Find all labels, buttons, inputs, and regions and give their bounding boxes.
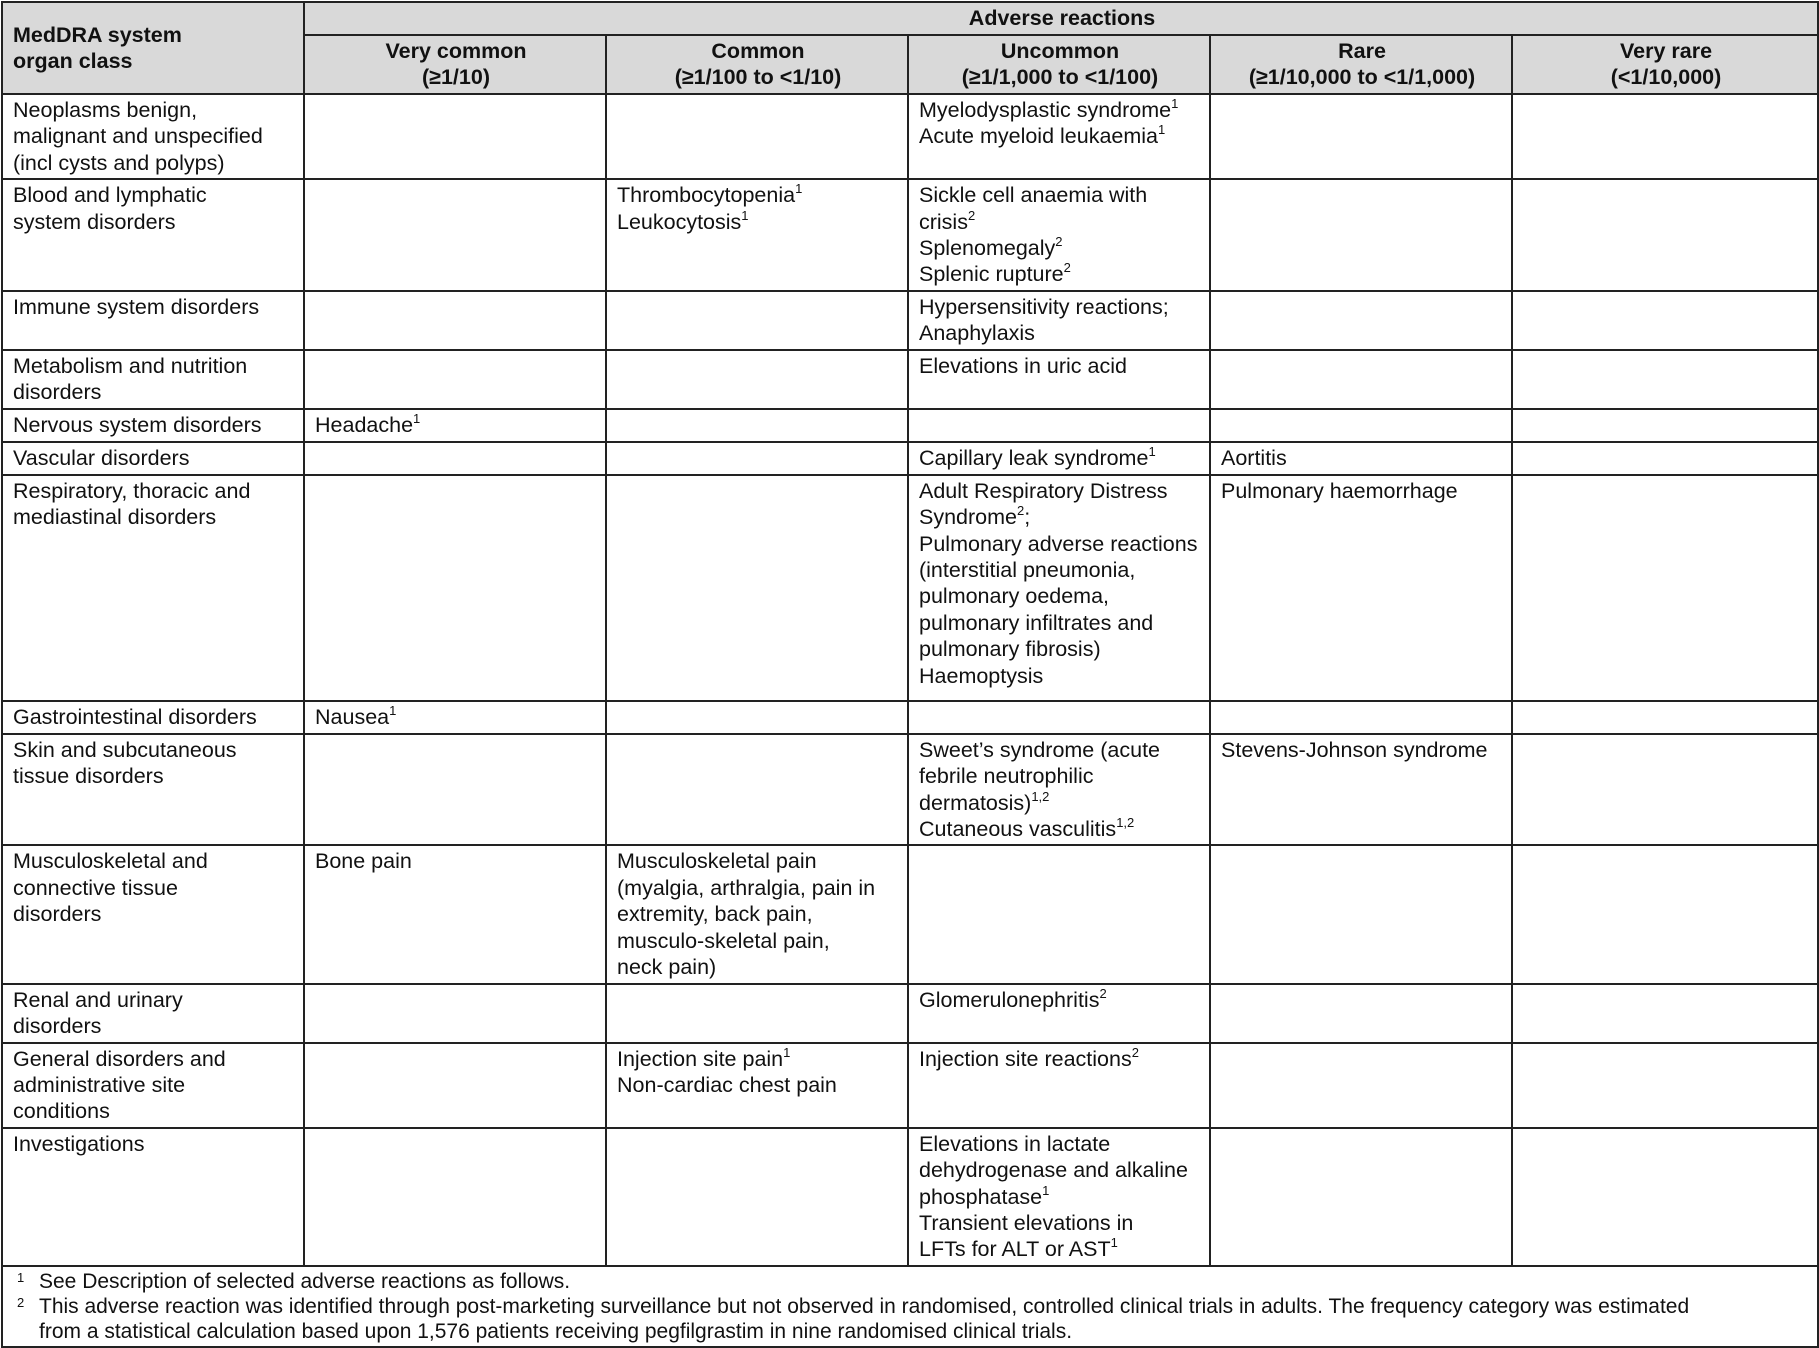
reaction-text: (interstitial pneumonia,	[919, 558, 1136, 583]
reaction-text: musculo-skeletal pain,	[617, 928, 830, 953]
reaction-text: Acute myeloid leukaemia	[919, 124, 1159, 149]
reaction-cell	[304, 1128, 606, 1266]
reaction-cell	[908, 409, 1210, 442]
reaction-cell	[304, 291, 606, 350]
reaction-cell	[1512, 291, 1818, 350]
reaction-cell	[1512, 984, 1818, 1043]
reaction-cell	[1210, 350, 1512, 409]
adverse-reactions-table-container	[1, 1, 1817, 1348]
soc-header-line: MedDRA system	[13, 22, 182, 47]
reaction-cell	[304, 845, 606, 983]
reaction-text: Pulmonary adverse reactions	[919, 531, 1198, 556]
frequency-name: Very rare	[1619, 39, 1713, 63]
reaction-line	[919, 790, 1201, 816]
soc-cell	[2, 1128, 304, 1266]
soc-label-line: tissue disorders	[13, 764, 164, 789]
soc-label-line: Investigations	[13, 1131, 145, 1156]
reaction-line	[315, 848, 597, 874]
reaction-text: Aortitis	[1221, 445, 1287, 470]
reaction-cell	[1512, 734, 1818, 846]
footnote-text	[39, 1294, 1809, 1344]
reaction-line	[617, 1072, 899, 1098]
reaction-cell	[606, 409, 908, 442]
reaction-cell	[908, 350, 1210, 409]
reaction-cell	[1512, 94, 1818, 179]
reaction-text: Bone pain	[315, 849, 412, 874]
reaction-cell	[1512, 179, 1818, 291]
reaction-cell	[1512, 845, 1818, 983]
reaction-cell	[908, 442, 1210, 475]
soc-label-line: system disorders	[13, 209, 176, 234]
frequency-range: (≥1/10,000 to <1/1,000)	[1248, 65, 1476, 90]
footnote-ref: 1	[783, 1044, 791, 1060]
reaction-line	[919, 478, 1201, 504]
frequency-name: Uncommon	[1000, 39, 1120, 63]
reaction-line	[919, 636, 1201, 662]
reaction-text: Cutaneous vasculitis	[919, 817, 1117, 842]
reaction-text: Elevations in lactate	[919, 1131, 1111, 1156]
reaction-cell	[1512, 701, 1818, 734]
reaction-line	[617, 901, 899, 927]
reaction-line	[919, 504, 1201, 530]
footnote-ref: 1	[1171, 96, 1179, 111]
reaction-line	[919, 583, 1201, 609]
reaction-line	[919, 261, 1201, 287]
soc-label-line: Respiratory, thoracic and	[13, 478, 251, 503]
reaction-cell	[304, 442, 606, 475]
table-row	[2, 845, 1818, 983]
footnote-ref: 1	[741, 207, 749, 223]
reaction-line	[919, 737, 1201, 763]
footnote-ref: 2	[1017, 503, 1025, 519]
footnote-line: See Description of selected adverse reactions as follows.	[39, 1269, 571, 1293]
reaction-text: pulmonary fibrosis)	[919, 637, 1101, 662]
reaction-line	[617, 928, 899, 954]
reaction-line	[919, 1157, 1201, 1183]
reaction-line	[919, 987, 1201, 1013]
reaction-cell	[304, 409, 606, 442]
reaction-text: crisis	[919, 209, 968, 234]
footnotes	[2, 1266, 1818, 1347]
footnote-ref: 2	[1131, 1044, 1139, 1060]
soc-label-line: Blood and lymphatic	[13, 183, 207, 208]
reaction-line	[919, 235, 1201, 261]
reaction-line	[919, 320, 1201, 346]
reaction-text: Thrombocytopenia	[617, 183, 796, 208]
reaction-cell	[908, 179, 1210, 291]
reaction-cell	[908, 291, 1210, 350]
reaction-text: Stevens-Johnson syndrome	[1221, 737, 1488, 762]
reaction-line	[617, 1046, 899, 1072]
soc-label-line: Nervous system disorders	[13, 412, 262, 437]
reaction-text: Sweet’s syndrome (acute	[919, 737, 1160, 762]
reaction-cell	[1512, 475, 1818, 701]
reaction-line	[315, 704, 597, 730]
soc-label-line: (incl cysts and polyps)	[13, 150, 225, 175]
footnote-line: This adverse reaction was identified through post-marketing surveillance but not observed in randomised, controlled clinical trials in adults. The frequency category was estimated	[39, 1294, 1690, 1318]
reaction-cell	[304, 1043, 606, 1128]
reaction-text: pulmonary oedema,	[919, 584, 1110, 609]
reaction-text: LFTs for ALT or AST	[919, 1237, 1111, 1262]
reaction-line	[1221, 478, 1503, 504]
soc-cell	[2, 442, 304, 475]
frequency-range: (<1/10,000)	[1610, 65, 1722, 90]
reaction-cell	[908, 984, 1210, 1043]
reaction-cell	[1512, 409, 1818, 442]
footnote-ref: 1	[413, 410, 421, 426]
soc-label-line: Vascular disorders	[13, 445, 190, 470]
frequency-range: (≥1/1,000 to <1/100)	[961, 65, 1159, 90]
adverse-reactions-table	[1, 1, 1819, 1348]
table-row	[2, 475, 1818, 701]
reaction-line	[919, 816, 1201, 842]
soc-label-line: malignant and unspecified	[13, 124, 263, 149]
reaction-line	[919, 123, 1201, 149]
reaction-cell	[1210, 1043, 1512, 1128]
soc-cell	[2, 179, 304, 291]
footnote-ref: 2	[1055, 234, 1063, 250]
table-row	[2, 179, 1818, 291]
soc-label-line: disorders	[13, 1013, 102, 1038]
footnote-mark: 1	[17, 1269, 25, 1285]
soc-label-line: administrative site	[13, 1072, 186, 1097]
reaction-cell	[908, 1043, 1210, 1128]
soc-cell	[2, 1043, 304, 1128]
reaction-cell	[1210, 475, 1512, 701]
footnote	[13, 1294, 1809, 1344]
reaction-cell	[304, 350, 606, 409]
reaction-text: Leukocytosis	[617, 209, 742, 234]
reaction-line	[919, 353, 1201, 379]
reaction-cell	[1210, 94, 1512, 179]
frequency-column-header	[606, 35, 908, 94]
reaction-cell	[606, 350, 908, 409]
reaction-text: febrile neutrophilic	[919, 764, 1094, 789]
reaction-cell	[1512, 442, 1818, 475]
reaction-text: Capillary leak syndrome	[919, 445, 1149, 470]
soc-label-line: Gastrointestinal disorders	[13, 704, 257, 729]
footnote-ref: 1	[795, 181, 803, 197]
soc-cell	[2, 734, 304, 846]
table-row	[2, 291, 1818, 350]
frequency-name: Very common	[385, 39, 527, 63]
reaction-cell	[606, 291, 908, 350]
reaction-text: Syndrome	[919, 505, 1017, 530]
reaction-line	[919, 763, 1201, 789]
reaction-cell	[304, 475, 606, 701]
reaction-cell	[304, 734, 606, 846]
reaction-line	[919, 182, 1201, 208]
footnote-mark: 2	[17, 1294, 25, 1310]
reaction-text: Nausea	[315, 704, 390, 729]
reaction-line	[617, 848, 899, 874]
reaction-text: (myalgia, arthralgia, pain in	[617, 875, 876, 900]
reaction-line	[919, 1184, 1201, 1210]
reaction-line	[617, 875, 899, 901]
soc-cell	[2, 350, 304, 409]
reaction-line	[919, 209, 1201, 235]
reaction-text: Elevations in uric acid	[919, 353, 1127, 378]
frequency-name: Common	[711, 39, 805, 63]
footnote-ref: 1,2	[1116, 815, 1135, 831]
soc-label-line: Renal and urinary	[13, 987, 183, 1012]
reaction-line	[919, 97, 1201, 123]
soc-cell	[2, 409, 304, 442]
soc-label-line: mediastinal disorders	[13, 505, 217, 530]
soc-label-line: conditions	[13, 1099, 110, 1124]
reaction-line	[315, 412, 597, 438]
reaction-text: extremity, back pain,	[617, 902, 813, 927]
soc-cell	[2, 984, 304, 1043]
reaction-text: Pulmonary haemorrhage	[1221, 478, 1458, 503]
reaction-cell	[304, 179, 606, 291]
reaction-text: neck pain)	[617, 955, 717, 980]
reaction-text: Non-cardiac chest pain	[617, 1072, 837, 1097]
reaction-cell	[1210, 701, 1512, 734]
reaction-line	[919, 294, 1201, 320]
reaction-text: Anaphylaxis	[919, 321, 1035, 346]
soc-label-line: Metabolism and nutrition	[13, 353, 248, 378]
reaction-suffix: ;	[1024, 505, 1031, 530]
reaction-cell	[1210, 845, 1512, 983]
reaction-text: Injection site reactions	[919, 1046, 1132, 1071]
frequency-column-header	[304, 35, 606, 94]
reaction-cell	[606, 179, 908, 291]
soc-cell	[2, 291, 304, 350]
reaction-cell	[908, 94, 1210, 179]
reaction-cell	[1210, 442, 1512, 475]
table-row	[2, 94, 1818, 179]
soc-cell	[2, 475, 304, 701]
soc-cell	[2, 94, 304, 179]
table-row	[2, 1128, 1818, 1266]
soc-cell	[2, 701, 304, 734]
reaction-cell	[606, 94, 908, 179]
table-row	[2, 701, 1818, 734]
reaction-cell	[1210, 984, 1512, 1043]
table-row	[2, 984, 1818, 1043]
footnote-ref: 1	[1158, 122, 1166, 138]
footnote-ref: 1,2	[1031, 788, 1050, 804]
reaction-cell	[606, 701, 908, 734]
frequency-range: (≥1/100 to <1/10)	[674, 65, 842, 90]
frequency-range: (≥1/10)	[422, 65, 490, 90]
table-row	[2, 1043, 1818, 1128]
table-row	[2, 409, 1818, 442]
reaction-text: Sickle cell anaemia with	[919, 183, 1148, 208]
adverse-reactions-group-header: Adverse reactions	[304, 2, 1818, 35]
reaction-text: Hypersensitivity reactions;	[919, 294, 1169, 319]
reaction-cell	[1210, 291, 1512, 350]
reaction-line	[919, 445, 1201, 471]
soc-column-header	[2, 2, 304, 94]
reaction-cell	[304, 701, 606, 734]
reaction-text: Splenomegaly	[919, 236, 1056, 261]
reaction-line	[1221, 737, 1503, 763]
reaction-cell	[908, 701, 1210, 734]
reaction-cell	[606, 1128, 908, 1266]
reaction-cell	[606, 984, 908, 1043]
frequency-name: Rare	[1338, 39, 1386, 63]
soc-cell	[2, 845, 304, 983]
reaction-cell	[606, 442, 908, 475]
soc-label-line: disorders	[13, 380, 102, 405]
footnote-text	[39, 1269, 1809, 1294]
soc-label-line: Skin and subcutaneous	[13, 737, 237, 762]
footnote-ref: 1	[1148, 443, 1156, 459]
reaction-text: Headache	[315, 412, 414, 437]
reaction-line	[919, 663, 1201, 689]
reaction-cell	[304, 94, 606, 179]
reaction-line	[919, 1210, 1201, 1236]
reaction-cell	[606, 734, 908, 846]
footnote-ref: 1	[1110, 1235, 1118, 1251]
reaction-cell	[1210, 409, 1512, 442]
reaction-line	[919, 1131, 1201, 1157]
reaction-text: Musculoskeletal pain	[617, 849, 817, 874]
reaction-cell	[606, 475, 908, 701]
footnote-ref: 2	[1063, 260, 1071, 276]
reaction-text: Glomerulonephritis	[919, 987, 1100, 1012]
reaction-text: phosphatase	[919, 1184, 1043, 1209]
reaction-line	[919, 531, 1201, 557]
footnote-ref: 2	[967, 207, 976, 223]
table-row	[2, 442, 1818, 475]
soc-label-line: connective tissue	[13, 875, 178, 900]
reaction-cell	[908, 734, 1210, 846]
soc-label-line: Neoplasms benign,	[13, 98, 198, 122]
footnote-ref: 2	[1099, 985, 1107, 1001]
reaction-line	[919, 557, 1201, 583]
reaction-line	[919, 1046, 1201, 1072]
reaction-line	[617, 209, 899, 235]
soc-label-line: Musculoskeletal and	[13, 849, 208, 874]
reaction-cell	[1210, 179, 1512, 291]
frequency-column-header	[1210, 35, 1512, 94]
table-row	[2, 350, 1818, 409]
reaction-text: pulmonary infiltrates and	[919, 610, 1154, 635]
reaction-line	[919, 610, 1201, 636]
reaction-text: dermatosis)	[919, 790, 1032, 815]
reaction-text: dehydrogenase and alkaline	[919, 1158, 1188, 1183]
soc-label-line: General disorders and	[13, 1046, 226, 1071]
reaction-text: Transient elevations in	[919, 1210, 1134, 1235]
reaction-cell	[606, 845, 908, 983]
reaction-cell	[1512, 350, 1818, 409]
reaction-text: Splenic rupture	[919, 262, 1064, 287]
soc-label-line: disorders	[13, 902, 102, 927]
reaction-cell	[1512, 1043, 1818, 1128]
reaction-text: Myelodysplastic syndrome	[919, 98, 1172, 122]
footnote	[13, 1269, 1809, 1294]
reaction-cell	[1512, 1128, 1818, 1266]
reaction-cell	[908, 845, 1210, 983]
reaction-text: Injection site pain	[617, 1046, 784, 1071]
footnote-ref: 1	[1042, 1182, 1050, 1198]
reaction-cell	[908, 1128, 1210, 1266]
reaction-cell	[606, 1043, 908, 1128]
reaction-line	[919, 1236, 1201, 1262]
reaction-text: Adult Respiratory Distress	[919, 478, 1168, 503]
frequency-column-header	[1512, 35, 1818, 94]
reaction-line	[617, 182, 899, 208]
footnote-line: from a statistical calculation based upon 1,576 patients receiving pegfilgrastim in nine randomised clinical trials.	[39, 1319, 1073, 1343]
reaction-cell	[1210, 1128, 1512, 1266]
reaction-text: Haemoptysis	[919, 663, 1044, 688]
footnote-ref: 1	[389, 702, 397, 718]
reaction-cell	[908, 475, 1210, 701]
reaction-line	[617, 954, 899, 980]
soc-label-line: Immune system disorders	[13, 294, 260, 319]
reaction-cell	[1210, 734, 1512, 846]
reaction-line	[1221, 445, 1503, 471]
reaction-cell	[304, 984, 606, 1043]
table-row	[2, 734, 1818, 846]
frequency-column-header	[908, 35, 1210, 94]
soc-header-line: organ class	[13, 49, 133, 73]
